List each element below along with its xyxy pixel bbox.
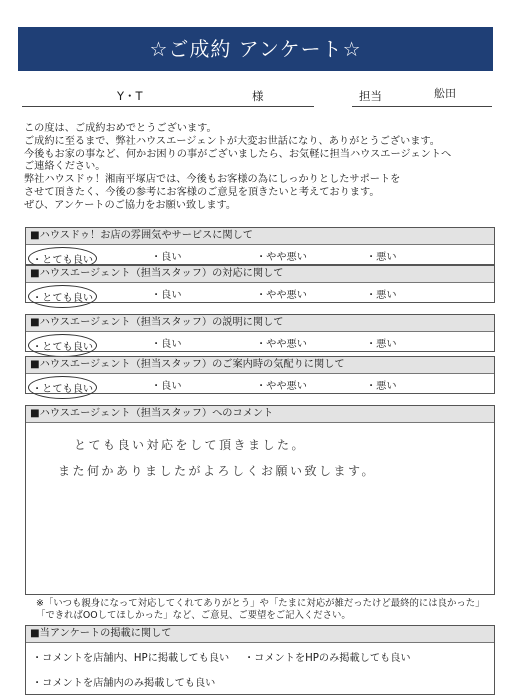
comment-section (25, 405, 495, 595)
option-bad[interactable]: ・悪い (366, 339, 397, 350)
intro-line: させて頂きたく、今後の参考にお客様のご意見を頂きたいと考えております。 (24, 186, 380, 198)
rating-options (26, 332, 494, 351)
question-agent-explanation (25, 314, 495, 352)
intro-line: 今後もお家の事など、何かお困りの事がございましたら、お気軽に担当ハウスエージェントへ (24, 148, 452, 160)
staff-label: 担当 (359, 89, 382, 103)
question-title: ■ハウスエージェント（担当スタッフ）の説明に関して (26, 315, 494, 332)
comment-title: ■ハウスエージェント（担当スタッフ）へのコメント (26, 406, 494, 423)
option-somewhat-bad[interactable]: ・やや悪い (256, 339, 307, 350)
question-title: ■ハウスエージェント（担当スタッフ）のご案内時の気配りに関して (26, 357, 494, 374)
option-good[interactable]: ・良い (151, 252, 182, 263)
selected-circle: ・とても良い (32, 251, 93, 266)
intro-line: 弊社ハウスドゥ！湘南平塚店では、今後もお客様の為にしっかりとしたサポートを (24, 174, 401, 186)
question-title: ■ハウスエージェント（担当スタッフ）の対応に関して (26, 266, 494, 283)
publication-consent-section (25, 625, 495, 695)
note-line: 「できればOOしてほしかった」など、ご意見、ご要望をご記入ください。 (36, 610, 351, 621)
option-somewhat-bad[interactable]: ・やや悪い (256, 252, 307, 263)
option-bad[interactable]: ・悪い (366, 381, 397, 392)
intro-text (24, 123, 494, 213)
customer-name: Y・T (117, 89, 143, 103)
option-hp-only[interactable]: ・コメントをHPのみ掲載しても良い (244, 653, 411, 664)
intro-line: ぜひ、アンケートのご協力をお願い致します。 (24, 199, 237, 211)
selected-circle: ・とても良い (32, 380, 93, 395)
intro-line: ご成約に至るまで、弊社ハウスエージェントが大変お世話になり、ありがとうございます。 (24, 135, 440, 147)
option-bad[interactable]: ・悪い (366, 290, 397, 301)
intro-line: この度は、ご成約おめでとうございます。 (24, 123, 217, 134)
staff-name: 舩田 (434, 87, 456, 100)
publication-title: ■当アンケートの掲載に関して (26, 626, 494, 643)
rating-options (26, 374, 494, 393)
staff-underline (352, 106, 492, 107)
question-agent-consideration (25, 356, 495, 394)
comment-guidance-note (36, 598, 496, 622)
intro-line: ご連絡ください。 (24, 161, 106, 173)
option-good[interactable]: ・良い (151, 381, 182, 392)
option-good[interactable]: ・良い (151, 290, 182, 301)
question-title: ■ハウスドゥ！お店の雰囲気やサービスに関して (26, 228, 494, 245)
customer-honorific: 様 (252, 89, 264, 103)
note-line: ※「いつも親身になって対応してくれてありがとう」や「たまに対応が雑だったけど最終的には良かった」 (36, 598, 485, 609)
option-store-and-hp[interactable]: ・コメントを店舗内、HPに掲載しても良い (32, 653, 230, 664)
option-good[interactable]: ・良い (151, 339, 182, 350)
handwritten-comment-line: また何かありましたがよろしくお願い致します。 (58, 464, 377, 478)
survey-title-bar (18, 27, 493, 71)
option-store-only[interactable]: ・コメントを店舗内のみ掲載しても良い (32, 678, 216, 689)
rating-options (26, 245, 494, 264)
selected-circle: ・とても良い (32, 289, 93, 304)
option-somewhat-bad[interactable]: ・やや悪い (256, 381, 307, 392)
survey-title: ☆ご成約 アンケート☆ (149, 37, 362, 61)
customer-underline (22, 106, 314, 107)
option-bad[interactable]: ・悪い (366, 252, 397, 263)
customer-info-row (22, 80, 492, 108)
option-somewhat-bad[interactable]: ・やや悪い (256, 290, 307, 301)
question-shop-atmosphere (25, 227, 495, 265)
question-agent-response (25, 265, 495, 303)
handwritten-comment-line: とても良い対応をして頂きました。 (74, 438, 307, 452)
rating-options (26, 283, 494, 302)
selected-circle: ・とても良い (32, 338, 93, 353)
